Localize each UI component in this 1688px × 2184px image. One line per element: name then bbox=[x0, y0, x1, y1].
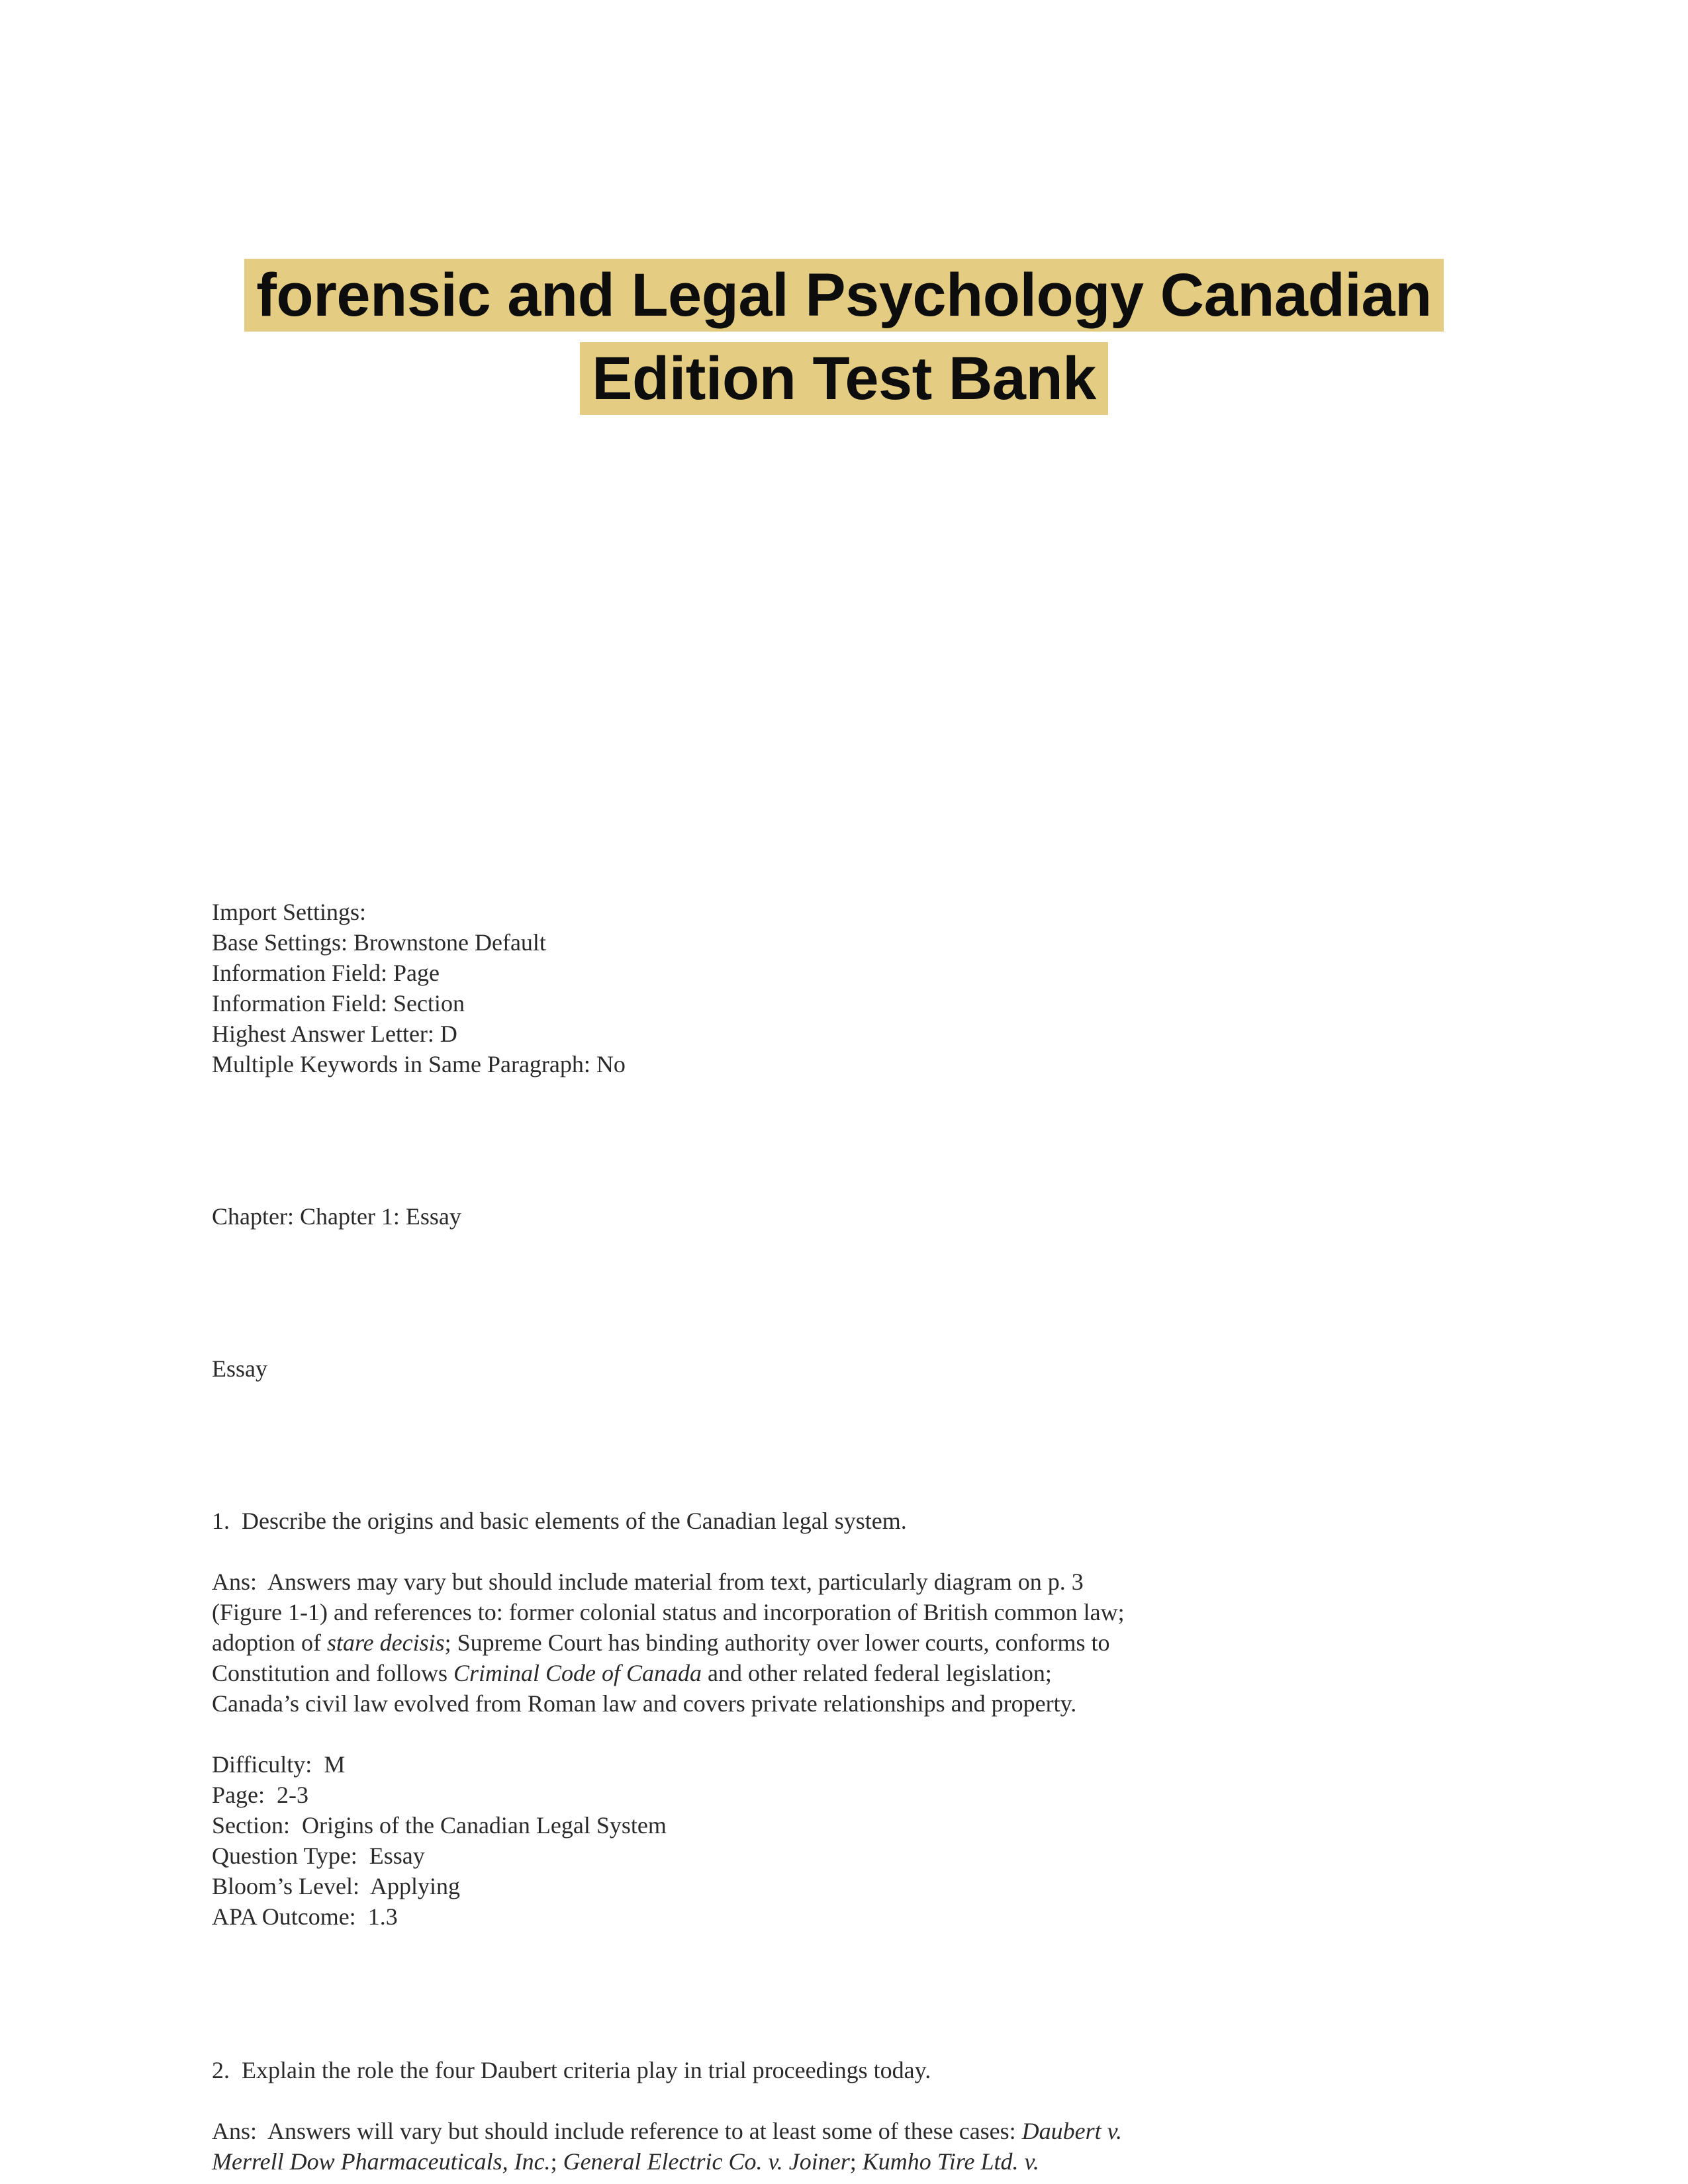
title-line-1: forensic and Legal Psychology Canadian bbox=[0, 253, 1688, 337]
chapter-heading: Chapter: Chapter 1: Essay bbox=[212, 1203, 461, 1230]
document-title bbox=[0, 253, 1688, 420]
setting-line: Highest Answer Letter: D bbox=[212, 1021, 457, 1047]
section-label: Essay bbox=[212, 1355, 267, 1382]
meta-question-type: Question Type: Essay bbox=[212, 1843, 425, 1869]
import-settings-heading: Import Settings: bbox=[212, 899, 366, 925]
question-1 bbox=[212, 1506, 1503, 1932]
meta-difficulty: Difficulty: M bbox=[212, 1751, 346, 1778]
setting-line: Information Field: Page bbox=[212, 960, 440, 986]
setting-line: Base Settings: Brownstone Default bbox=[212, 929, 546, 956]
meta-page: Page: 2-3 bbox=[212, 1782, 308, 1808]
question-metadata bbox=[212, 1749, 1503, 1932]
question-text: 1. Describe the origins and basic elements of the Canadian legal system. bbox=[212, 1508, 907, 1534]
import-settings bbox=[212, 897, 1503, 1079]
meta-blooms-level: Bloom’s Level: Applying bbox=[212, 1873, 460, 1899]
answer-text: Ans: Answers will vary but should include reference to at least some of these cases: Daubert v. Merrell Dow Pharmaceuticals, Inc.; General Electric Co. v. Joiner; Kumho Tire Ltd. v. bbox=[212, 2118, 1122, 2175]
meta-section: Section: Origins of the Canadian Legal System bbox=[212, 1812, 667, 1839]
meta-apa-outcome: APA Outcome: 1.3 bbox=[212, 1903, 398, 1930]
answer-text: Ans: Answers may vary but should include material from text, particularly diagram on p. 3 (Figure 1-1) and references to: former colonial status and incorporation of British common law; adoption of stare decisis; Supreme Court has binding authority over lower courts, conforms to Constitution and follows Criminal Code of Canada and other related federal legislation; Canada’s civil law evolved from Roman law and covers private relationships and property. bbox=[212, 1569, 1125, 1717]
document-body bbox=[212, 897, 1503, 2177]
question-2 bbox=[212, 2055, 1503, 2177]
setting-line: Information Field: Section bbox=[212, 990, 465, 1017]
setting-line: Multiple Keywords in Same Paragraph: No bbox=[212, 1051, 626, 1077]
title-line-2: Edition Test Bank bbox=[0, 337, 1688, 420]
question-text: 2. Explain the role the four Daubert criteria play in trial proceedings today. bbox=[212, 2057, 931, 2083]
